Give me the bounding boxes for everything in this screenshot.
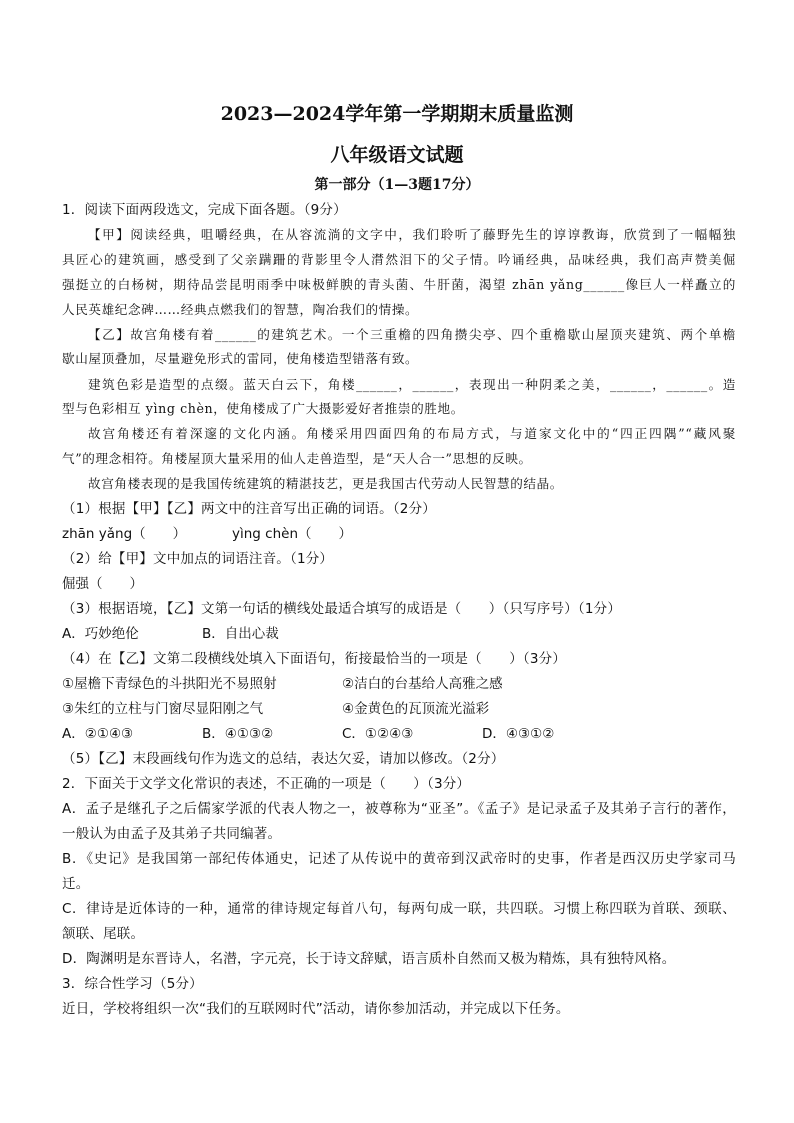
choice-b: B．自出心裁 [202, 626, 279, 642]
passage-yi-line: 歇山屋顶叠加，尽量避免形式的雷同，使角楼造型错落有致。 [62, 351, 419, 366]
passage-jia-line: 具匠心的建筑画，感受到了父亲蹒跚的背影里令人潸然泪下的父子情。吟诵经典，品味经典，我们高声赞美倔 [62, 252, 736, 267]
passage-jia-line: 【甲】阅读经典，咀嚼经典，在从容流淌的文字中，我们聆听了藤野先生的谆谆教诲，欣赏到了一幅幅独 [88, 227, 736, 242]
sentence-option: ②洁白的台基给人高雅之感 [342, 676, 503, 692]
part-heading: 第一部分（1—3题17分） [314, 177, 480, 193]
passage-yi-line: 型与色彩相互 yìng chèn，使角楼成了广大摄影爱好者推崇的胜地。 [62, 401, 464, 416]
exam-subtitle: 八年级语文试题 [330, 144, 464, 166]
choice-a: A．巧妙绝伦 [62, 626, 139, 642]
passage-yi-line: 故宫角楼表现的是我国传统建筑的精湛技艺，更是我国古代劳动人民智慧的结晶。 [88, 476, 563, 491]
option-c-line: 颔联、尾联。 [62, 926, 145, 942]
sentence-option: ③朱红的立柱与门窗尽显阳刚之气 [62, 701, 264, 717]
pinyin-blank-b: yìng chèn（ ） [232, 526, 352, 542]
question-3-stem: 3．综合性学习（5分） [62, 976, 203, 992]
passage-yi-line: 气”的理念相符。角楼屋顶大量采用的仙人走兽造型，是“天人合一”思想的反映。 [62, 451, 532, 466]
subquestion-5: （5）【乙】末段画线句作为选文的总结，表达欠妥，请加以修改。（2分） [62, 751, 505, 767]
option-b-line: B．《史记》是我国第一部纪传体通史，记述了从传说中的黄帝到汉武帝时的史事，作者是西汉历史学家司马 [62, 851, 736, 867]
passage-yi-line: 故宫角楼还有着深邃的文化内涵。角楼采用四面四角的布局方式，与道家文化中的“四正四隅”“藏风聚 [88, 426, 736, 441]
pinyin-blank-a: zhān yǎng（ ） [62, 526, 187, 542]
choice-b: B．④①③② [202, 726, 274, 742]
subquestion-2: （2）给【甲】文中加点的词语注音。（1分） [62, 551, 334, 567]
question-2-stem: 2．下面关于文学文化常识的表述，不正确的一项是（ ）（3分） [62, 776, 471, 792]
passage-yi-line: 【乙】故宫角楼有着______的建筑艺术。一个三重檐的四角攒尖亭、四个重檐歇山屋顶夹建筑、两个单檐 [88, 327, 736, 342]
choice-c: C．①②④③ [342, 726, 414, 742]
passage-jia-line: 强挺立的白杨树，期待品尝昆明雨季中味极鲜腴的青头菌、牛肝菌，渴望 zhān yǎng______像巨人一样矗立的 [62, 277, 736, 292]
option-d-line: D．陶渊明是东晋诗人，名潜，字元亮，长于诗文辞赋，语言质朴自然而又极为精炼，具有独特风格。 [62, 951, 676, 967]
sentence-option: ①屋檐下青绿色的斗拱阳光不易照射 [62, 676, 277, 692]
option-c-line: C．律诗是近体诗的一种，通常的律诗规定每首八句，每两句成一联，共四联。习惯上称四联为首联、颈联、 [62, 901, 736, 917]
annotate-word: 倔强（ ） [62, 576, 143, 592]
option-a-line: 一般认为由孟子及其弟子共同编著。 [62, 826, 282, 842]
subquestion-3: （3）根据语境，【乙】文第一句话的横线处最适合填写的成语是（ ）（只写序号）（1分） [62, 601, 622, 617]
passage-jia-line: 人民英雄纪念碑……经典点燃我们的智慧，陶冶我们的情操。 [62, 302, 419, 317]
question-1-stem: 1．阅读下面两段选文，完成下面各题。（9分） [62, 202, 347, 218]
question-3-intro: 近日，学校将组织一次“我们的互联网时代”活动，请你参加活动，并完成以下任务。 [62, 1001, 570, 1017]
sentence-option: ④金黄色的瓦顶流光溢彩 [342, 701, 490, 717]
subquestion-1: （1）根据【甲】【乙】两文中的注音写出正确的词语。（2分） [62, 501, 436, 517]
passage-yi-line: 建筑色彩是造型的点缀。蓝天白云下，角楼______，______，表现出一种阴柔之美，______，______。造 [88, 377, 736, 392]
choice-a: A．②①④③ [62, 726, 134, 742]
choice-d: D．④③①② [482, 726, 555, 742]
subquestion-4: （4）在【乙】文第二段横线处填入下面语句，衔接最恰当的一项是（ ）（3分） [62, 651, 567, 667]
option-b-line: 迁。 [62, 876, 90, 892]
option-a-line: A．孟子是继孔子之后儒家学派的代表人物之一，被尊称为“亚圣”。《孟子》是记录孟子及其弟子言行的著作， [62, 801, 736, 817]
exam-title: 2023—2024学年第一学期期末质量监测 [220, 103, 574, 125]
